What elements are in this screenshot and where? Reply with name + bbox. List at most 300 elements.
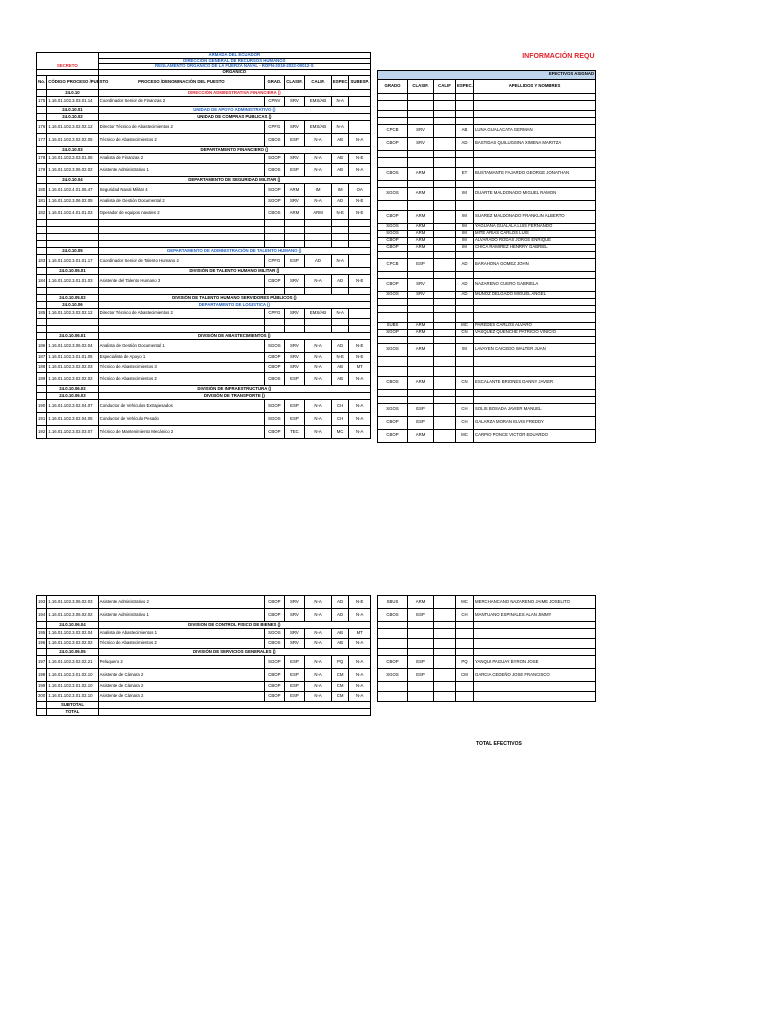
assigned-clasif	[408, 312, 434, 322]
position-code: 1.16.01.102.3.06.02.04	[47, 339, 98, 352]
blank-cell	[98, 702, 370, 709]
section-code: 24.0.10.04	[47, 176, 98, 183]
section-row	[37, 649, 371, 656]
position-name: Operador de equipos navales 2	[98, 206, 264, 219]
assigned-clasif	[408, 200, 434, 210]
position-name	[98, 287, 264, 294]
row-number	[37, 247, 47, 254]
assigned-grade: CBOP	[378, 244, 408, 251]
subesp-cell: N-E	[349, 352, 371, 362]
table-row	[37, 308, 371, 318]
assigned-name: GALARZA MORAN ELVIS FREDDY	[474, 416, 596, 429]
assigned-calif	[434, 343, 456, 356]
assigned-espec: MC	[456, 596, 474, 609]
assigned-clasif: SRV	[408, 278, 434, 291]
col-calif-r: CALIF	[434, 79, 456, 93]
efectivo-row	[378, 669, 596, 682]
position-name: Asistente Administrativo 2	[98, 596, 264, 609]
assigned-name: MITE ARIAS CARLOS LUIS	[474, 230, 596, 237]
clasif-cell	[284, 287, 305, 294]
assigned-calif	[434, 124, 456, 137]
assigned-clasif: ARM	[408, 167, 434, 180]
table-row	[37, 669, 371, 682]
clasif-cell: ESP	[284, 399, 305, 412]
assigned-grade: CBOS	[378, 376, 408, 389]
assigned-name	[474, 692, 596, 702]
row-number: 184	[37, 274, 47, 287]
espec-cell: AB	[331, 133, 348, 146]
assigned-clasif	[408, 93, 434, 100]
position-code: 1.16.01.102.3.01.01.17	[47, 254, 98, 267]
grade-cell: CPFG	[265, 120, 285, 133]
assigned-clasif: ARM	[408, 244, 434, 251]
assigned-clasif	[408, 389, 434, 396]
assigned-name: LUNA GUALACATA GERMAN	[474, 124, 596, 137]
row-number	[37, 240, 47, 247]
blank-cell	[98, 709, 370, 716]
subesp-cell: N-A	[349, 639, 371, 649]
section-code: 24.0.10.06.05	[47, 649, 98, 656]
assigned-espec	[456, 157, 474, 167]
subesp-cell: MT	[349, 629, 371, 639]
calif-cell: N-A	[305, 596, 332, 609]
position-name: Director Técnico de Abastecimientos 2	[98, 308, 264, 318]
assigned-grade	[378, 396, 408, 403]
section-title: DIVISIÓN DE TRANSPORTE ()	[98, 392, 370, 399]
grade-cell: CBOS	[265, 133, 285, 146]
calif-cell: N-A	[305, 425, 332, 438]
calif-cell: N-A	[305, 639, 332, 649]
assigned-calif	[434, 416, 456, 429]
espec-cell: CM	[331, 692, 348, 702]
assigned-grade: SGOP	[378, 329, 408, 336]
assigned-calif	[434, 596, 456, 609]
efectivo-row	[378, 167, 596, 180]
assigned-espec	[456, 180, 474, 187]
position-code: 1.16.01.102.3.01.01.05	[47, 352, 98, 362]
position-code: 1.16.01.102.3.02.03.07	[47, 425, 98, 438]
subesp-cell: N-A	[349, 425, 371, 438]
assigned-clasif: ESP	[408, 656, 434, 669]
col-espec: ESPEC.	[331, 75, 348, 89]
efectivo-row	[378, 187, 596, 200]
grade-cell	[265, 226, 285, 233]
assigned-clasif: ESP	[408, 609, 434, 622]
assigned-espec: CM	[456, 669, 474, 682]
position-code: 1.16.01.102.3.01.02.10	[47, 669, 98, 682]
assigned-espec	[456, 298, 474, 305]
assigned-grade: SGOS	[378, 223, 408, 230]
row-number: 187	[37, 352, 47, 362]
efectivo-row	[378, 200, 596, 210]
calif-cell: N-A	[305, 163, 332, 176]
assigned-clasif: ESP	[408, 403, 434, 416]
subesp-cell: N-E	[349, 339, 371, 352]
subtotal-label: SUBTOTAL	[47, 702, 98, 709]
col-code: CÓDIGO PROCESO /PUESTO	[47, 75, 98, 89]
assigned-espec: MC	[456, 322, 474, 329]
efectivo-row	[378, 389, 596, 396]
row-number: 198	[37, 669, 47, 682]
assigned-name: ESCALANTE BRIONES DANNY JAVIER	[474, 376, 596, 389]
position-name: Peluquero 2	[98, 656, 264, 669]
assigned-clasif	[408, 150, 434, 157]
grade-cell: CBOS	[265, 206, 285, 219]
espec-cell: N-E	[331, 206, 348, 219]
calif-cell: IM	[305, 183, 332, 196]
row-number	[37, 113, 47, 120]
position-name: Técnico de Abastecimientos 3	[98, 362, 264, 372]
assigned-clasif	[408, 692, 434, 702]
assigned-espec: PQ	[456, 656, 474, 669]
row-number: 195	[37, 629, 47, 639]
position-name	[98, 318, 264, 325]
assigned-clasif: ARM	[408, 596, 434, 609]
calif-cell: AD	[305, 254, 332, 267]
assigned-calif	[434, 429, 456, 442]
assigned-clasif	[408, 100, 434, 110]
assigned-grade	[378, 682, 408, 692]
clasif-cell: SRV	[284, 153, 305, 163]
calif-cell: N-A	[305, 133, 332, 146]
assigned-espec: IM	[456, 230, 474, 237]
section-title: DIVISIÓN DE SERVICIOS GENERALES ()	[98, 649, 370, 656]
col-grad: GRAD.	[265, 75, 285, 89]
assigned-grade	[378, 117, 408, 124]
assigned-name: MERCHANCANO NAZARENO JAIME JOSELITO	[474, 596, 596, 609]
table-row	[37, 96, 371, 106]
row-number	[37, 318, 47, 325]
assigned-grade	[378, 200, 408, 210]
grade-cell: SGOP	[265, 153, 285, 163]
assigned-name	[474, 305, 596, 312]
grade-cell: SGOS	[265, 339, 285, 352]
assigned-clasif	[408, 356, 434, 366]
table-row	[37, 609, 371, 622]
espec-cell: AB	[331, 153, 348, 163]
assigned-grade: CBOS	[378, 609, 408, 622]
assigned-name	[474, 93, 596, 100]
efectivo-row	[378, 305, 596, 312]
assigned-name	[474, 312, 596, 322]
header-line1: ARMADA DEL ECUADOR	[98, 53, 370, 59]
assigned-name	[474, 622, 596, 629]
position-code	[47, 287, 98, 294]
row-number	[37, 649, 47, 656]
assigned-espec	[456, 366, 474, 376]
row-number	[37, 176, 47, 183]
assigned-grade	[378, 305, 408, 312]
espec-cell: MC	[331, 425, 348, 438]
assigned-clasif: ARM	[408, 210, 434, 223]
assigned-grade	[378, 298, 408, 305]
section-row	[37, 294, 371, 301]
position-name: Seguridad Naval Militar 4	[98, 183, 264, 196]
assigned-espec	[456, 312, 474, 322]
assigned-espec: AD	[456, 137, 474, 150]
assigned-name	[474, 298, 596, 305]
section-title: DIVISIÓN DE INFRAESTRUCTURA ()	[98, 385, 370, 392]
assigned-clasif: ARM	[408, 343, 434, 356]
efectivo-row	[378, 271, 596, 278]
assigned-calif	[434, 187, 456, 200]
table-row	[37, 339, 371, 352]
clasif-cell: TEC	[284, 425, 305, 438]
grade-cell	[265, 240, 285, 247]
efectivos-bar: EFECTIVOS ASIGNAD	[378, 70, 596, 79]
subesp-cell: N-A	[349, 656, 371, 669]
row-number	[37, 226, 47, 233]
assigned-espec	[456, 271, 474, 278]
row-number	[37, 146, 47, 153]
clasif-cell: ESP	[284, 133, 305, 146]
clasif-cell: ESP	[284, 254, 305, 267]
clasif-cell: SRV	[284, 274, 305, 287]
assigned-espec	[456, 692, 474, 702]
section-row	[37, 385, 371, 392]
calif-cell: N-A	[305, 352, 332, 362]
assigned-espec	[456, 639, 474, 649]
row-number: 189	[37, 372, 47, 385]
calif-cell: N-A	[305, 399, 332, 412]
efectivo-row	[378, 396, 596, 403]
assigned-espec: CH	[456, 609, 474, 622]
assigned-grade	[378, 180, 408, 187]
assigned-espec: CN	[456, 376, 474, 389]
position-code: 1.16.01.102.3.02.02.03	[47, 362, 98, 372]
position-name: Conductor de Vehículos Extrapesados	[98, 399, 264, 412]
blank-cell	[37, 702, 47, 709]
assigned-grade	[378, 271, 408, 278]
row-number: 181	[37, 196, 47, 206]
efectivo-row	[378, 110, 596, 117]
assigned-calif	[434, 322, 456, 329]
clasif-cell	[284, 233, 305, 240]
assigned-clasif	[408, 622, 434, 629]
assigned-espec	[456, 251, 474, 258]
assigned-name: CARPIO PONCE VICTOR EDUARDO	[474, 429, 596, 442]
clasif-cell: SRV	[284, 629, 305, 639]
calif-cell	[305, 318, 332, 325]
assigned-name	[474, 150, 596, 157]
clasif-cell: ESP	[284, 412, 305, 425]
assigned-espec: IM	[456, 237, 474, 244]
section-title: DEPARTAMENTO DE SEGURIDAD MILITAR ()	[98, 176, 370, 183]
assigned-calif	[434, 629, 456, 639]
position-code	[47, 325, 98, 332]
row-number	[37, 385, 47, 392]
table-row	[37, 240, 371, 247]
assigned-calif	[434, 656, 456, 669]
table-row	[37, 692, 371, 702]
clasif-cell: SRV	[284, 362, 305, 372]
subesp-cell: N-E	[349, 274, 371, 287]
grade-cell: CBOS	[265, 163, 285, 176]
section-row	[37, 106, 371, 113]
assigned-grade: SUBS	[378, 322, 408, 329]
calif-cell: N-A	[305, 692, 332, 702]
grade-cell: CBOS	[265, 639, 285, 649]
calif-cell: N-A	[305, 669, 332, 682]
assigned-clasif: ESP	[408, 669, 434, 682]
assigned-clasif: ARM	[408, 187, 434, 200]
espec-cell	[331, 318, 348, 325]
row-number	[37, 287, 47, 294]
assigned-name	[474, 100, 596, 110]
clasif-cell: SRV	[284, 120, 305, 133]
grade-cell: SGOS	[265, 412, 285, 425]
blank-row	[378, 61, 596, 70]
assigned-name: LAVAYEN CAICEDO WALTER JUAN	[474, 343, 596, 356]
table-row	[37, 682, 371, 692]
assigned-name: YANQUI PAGUAY BYRON JOSE	[474, 656, 596, 669]
assigned-espec: CH	[456, 403, 474, 416]
assigned-grade	[378, 629, 408, 639]
grade-cell: CBOP	[265, 274, 285, 287]
assigned-grade	[378, 366, 408, 376]
efectivo-row	[378, 649, 596, 656]
assigned-grade	[378, 93, 408, 100]
section-row	[37, 267, 371, 274]
assigned-calif	[434, 223, 456, 230]
calif-cell	[305, 325, 332, 332]
assigned-grade: SGOS	[378, 403, 408, 416]
assigned-clasif: ARM	[408, 223, 434, 230]
assigned-name: CHICA RAMIREZ HENRRY GABRIEL	[474, 244, 596, 251]
efectivo-row	[378, 244, 596, 251]
assigned-grade	[378, 622, 408, 629]
assigned-clasif	[408, 117, 434, 124]
assigned-espec	[456, 93, 474, 100]
position-code: 1.16.01.102.3.02.02.04	[47, 629, 98, 639]
assigned-espec: MC	[456, 429, 474, 442]
header-line2: DIRECCIÓN GENERAL DE RECURSOS HUMANOS	[98, 58, 370, 64]
subesp-cell	[349, 254, 371, 267]
efectivo-row	[378, 258, 596, 271]
efectivo-row	[378, 100, 596, 110]
row-number	[37, 233, 47, 240]
subesp-cell: N-E	[349, 196, 371, 206]
assigned-name: SOLIS BOSADA JAVIER MANUEL	[474, 403, 596, 416]
subesp-cell: N-E	[349, 596, 371, 609]
assigned-clasif	[408, 157, 434, 167]
row-number: 185	[37, 308, 47, 318]
position-code: 1.16.01.102.3.02.02.02	[47, 372, 98, 385]
row-number: 197	[37, 656, 47, 669]
assigned-calif	[434, 258, 456, 271]
row-number: 191	[37, 412, 47, 425]
espec-cell: N-A	[331, 308, 348, 318]
espec-cell: CH	[331, 399, 348, 412]
assigned-calif	[434, 298, 456, 305]
assigned-clasif	[408, 110, 434, 117]
row-number: 190	[37, 399, 47, 412]
espec-cell	[331, 240, 348, 247]
col-no: No.	[37, 75, 47, 89]
col-apellidos: APELLIDOS Y NOMBRES	[474, 79, 596, 93]
position-name: Coordinador Senior de Talento Humano 2	[98, 254, 264, 267]
clasif-cell: ESP	[284, 372, 305, 385]
assigned-name: MANTUANO ESPINALES ALAN JIMMY	[474, 609, 596, 622]
calif-cell: ARM	[305, 206, 332, 219]
grade-cell: CPFG	[265, 254, 285, 267]
position-code: 1.16.01.102.3.06.02.02	[47, 609, 98, 622]
assigned-name	[474, 389, 596, 396]
assigned-calif	[434, 237, 456, 244]
table-row	[37, 206, 371, 219]
grade-cell	[265, 318, 285, 325]
total-label: TOTAL	[47, 709, 98, 716]
assigned-calif	[434, 291, 456, 298]
assigned-grade: SGOS	[378, 230, 408, 237]
row-number: 182	[37, 206, 47, 219]
clasif-cell	[284, 240, 305, 247]
assigned-grade	[378, 639, 408, 649]
position-code: 1.16.01.102.3.01.02.10	[47, 692, 98, 702]
section-title: DIVISIÓN DE TALENTO HUMANO MILITAR ()	[98, 267, 370, 274]
section-row	[37, 622, 371, 629]
assigned-grade	[378, 692, 408, 702]
assigned-espec: IM	[456, 244, 474, 251]
assigned-grade: SBUS	[378, 596, 408, 609]
position-code	[47, 240, 98, 247]
row-number	[37, 325, 47, 332]
grade-cell	[265, 287, 285, 294]
assigned-name: PAREDES CARLOS ALVARO	[474, 322, 596, 329]
espec-cell: AD	[331, 274, 348, 287]
assigned-calif	[434, 93, 456, 100]
assigned-calif	[434, 278, 456, 291]
efectivo-row	[378, 329, 596, 336]
position-code: 1.16.01.102.3.02.04.05	[47, 412, 98, 425]
assigned-grade	[378, 100, 408, 110]
assigned-grade: CPCB	[378, 124, 408, 137]
position-name: Asistente del Talento Humano 3	[98, 274, 264, 287]
grade-cell: CBOP	[265, 352, 285, 362]
efectivo-row	[378, 93, 596, 100]
clasif-cell: ARM	[284, 206, 305, 219]
espec-cell: AD	[331, 196, 348, 206]
table-row	[37, 656, 371, 669]
assigned-calif	[434, 271, 456, 278]
grade-cell: CBOP	[265, 425, 285, 438]
assigned-calif	[434, 180, 456, 187]
assigned-clasif: ARM	[408, 376, 434, 389]
section-title: DIVISION DE CONTROL FISICO DE BIENES ()	[98, 622, 370, 629]
grade-cell	[265, 325, 285, 332]
assigned-calif	[434, 336, 456, 343]
calif-cell: N-A	[305, 153, 332, 163]
efectivo-row	[378, 429, 596, 442]
espec-cell: N-A	[331, 96, 348, 106]
assigned-clasif: SRV	[408, 291, 434, 298]
calif-cell: N-A	[305, 339, 332, 352]
assigned-grade: SGOS	[378, 669, 408, 682]
efectivos-table	[377, 52, 596, 443]
grade-cell: SGOP	[265, 399, 285, 412]
assigned-espec: CH	[456, 416, 474, 429]
assigned-calif	[434, 167, 456, 180]
efectivo-row	[378, 639, 596, 649]
assigned-calif	[434, 157, 456, 167]
grade-cell: CBOP	[265, 362, 285, 372]
efectivo-row	[378, 291, 596, 298]
row-number: 177	[37, 133, 47, 146]
assigned-espec	[456, 356, 474, 366]
assigned-grade: CPCB	[378, 258, 408, 271]
grade-cell: CBOP	[265, 669, 285, 682]
position-name: Analista de Gestión Documental 1	[98, 339, 264, 352]
